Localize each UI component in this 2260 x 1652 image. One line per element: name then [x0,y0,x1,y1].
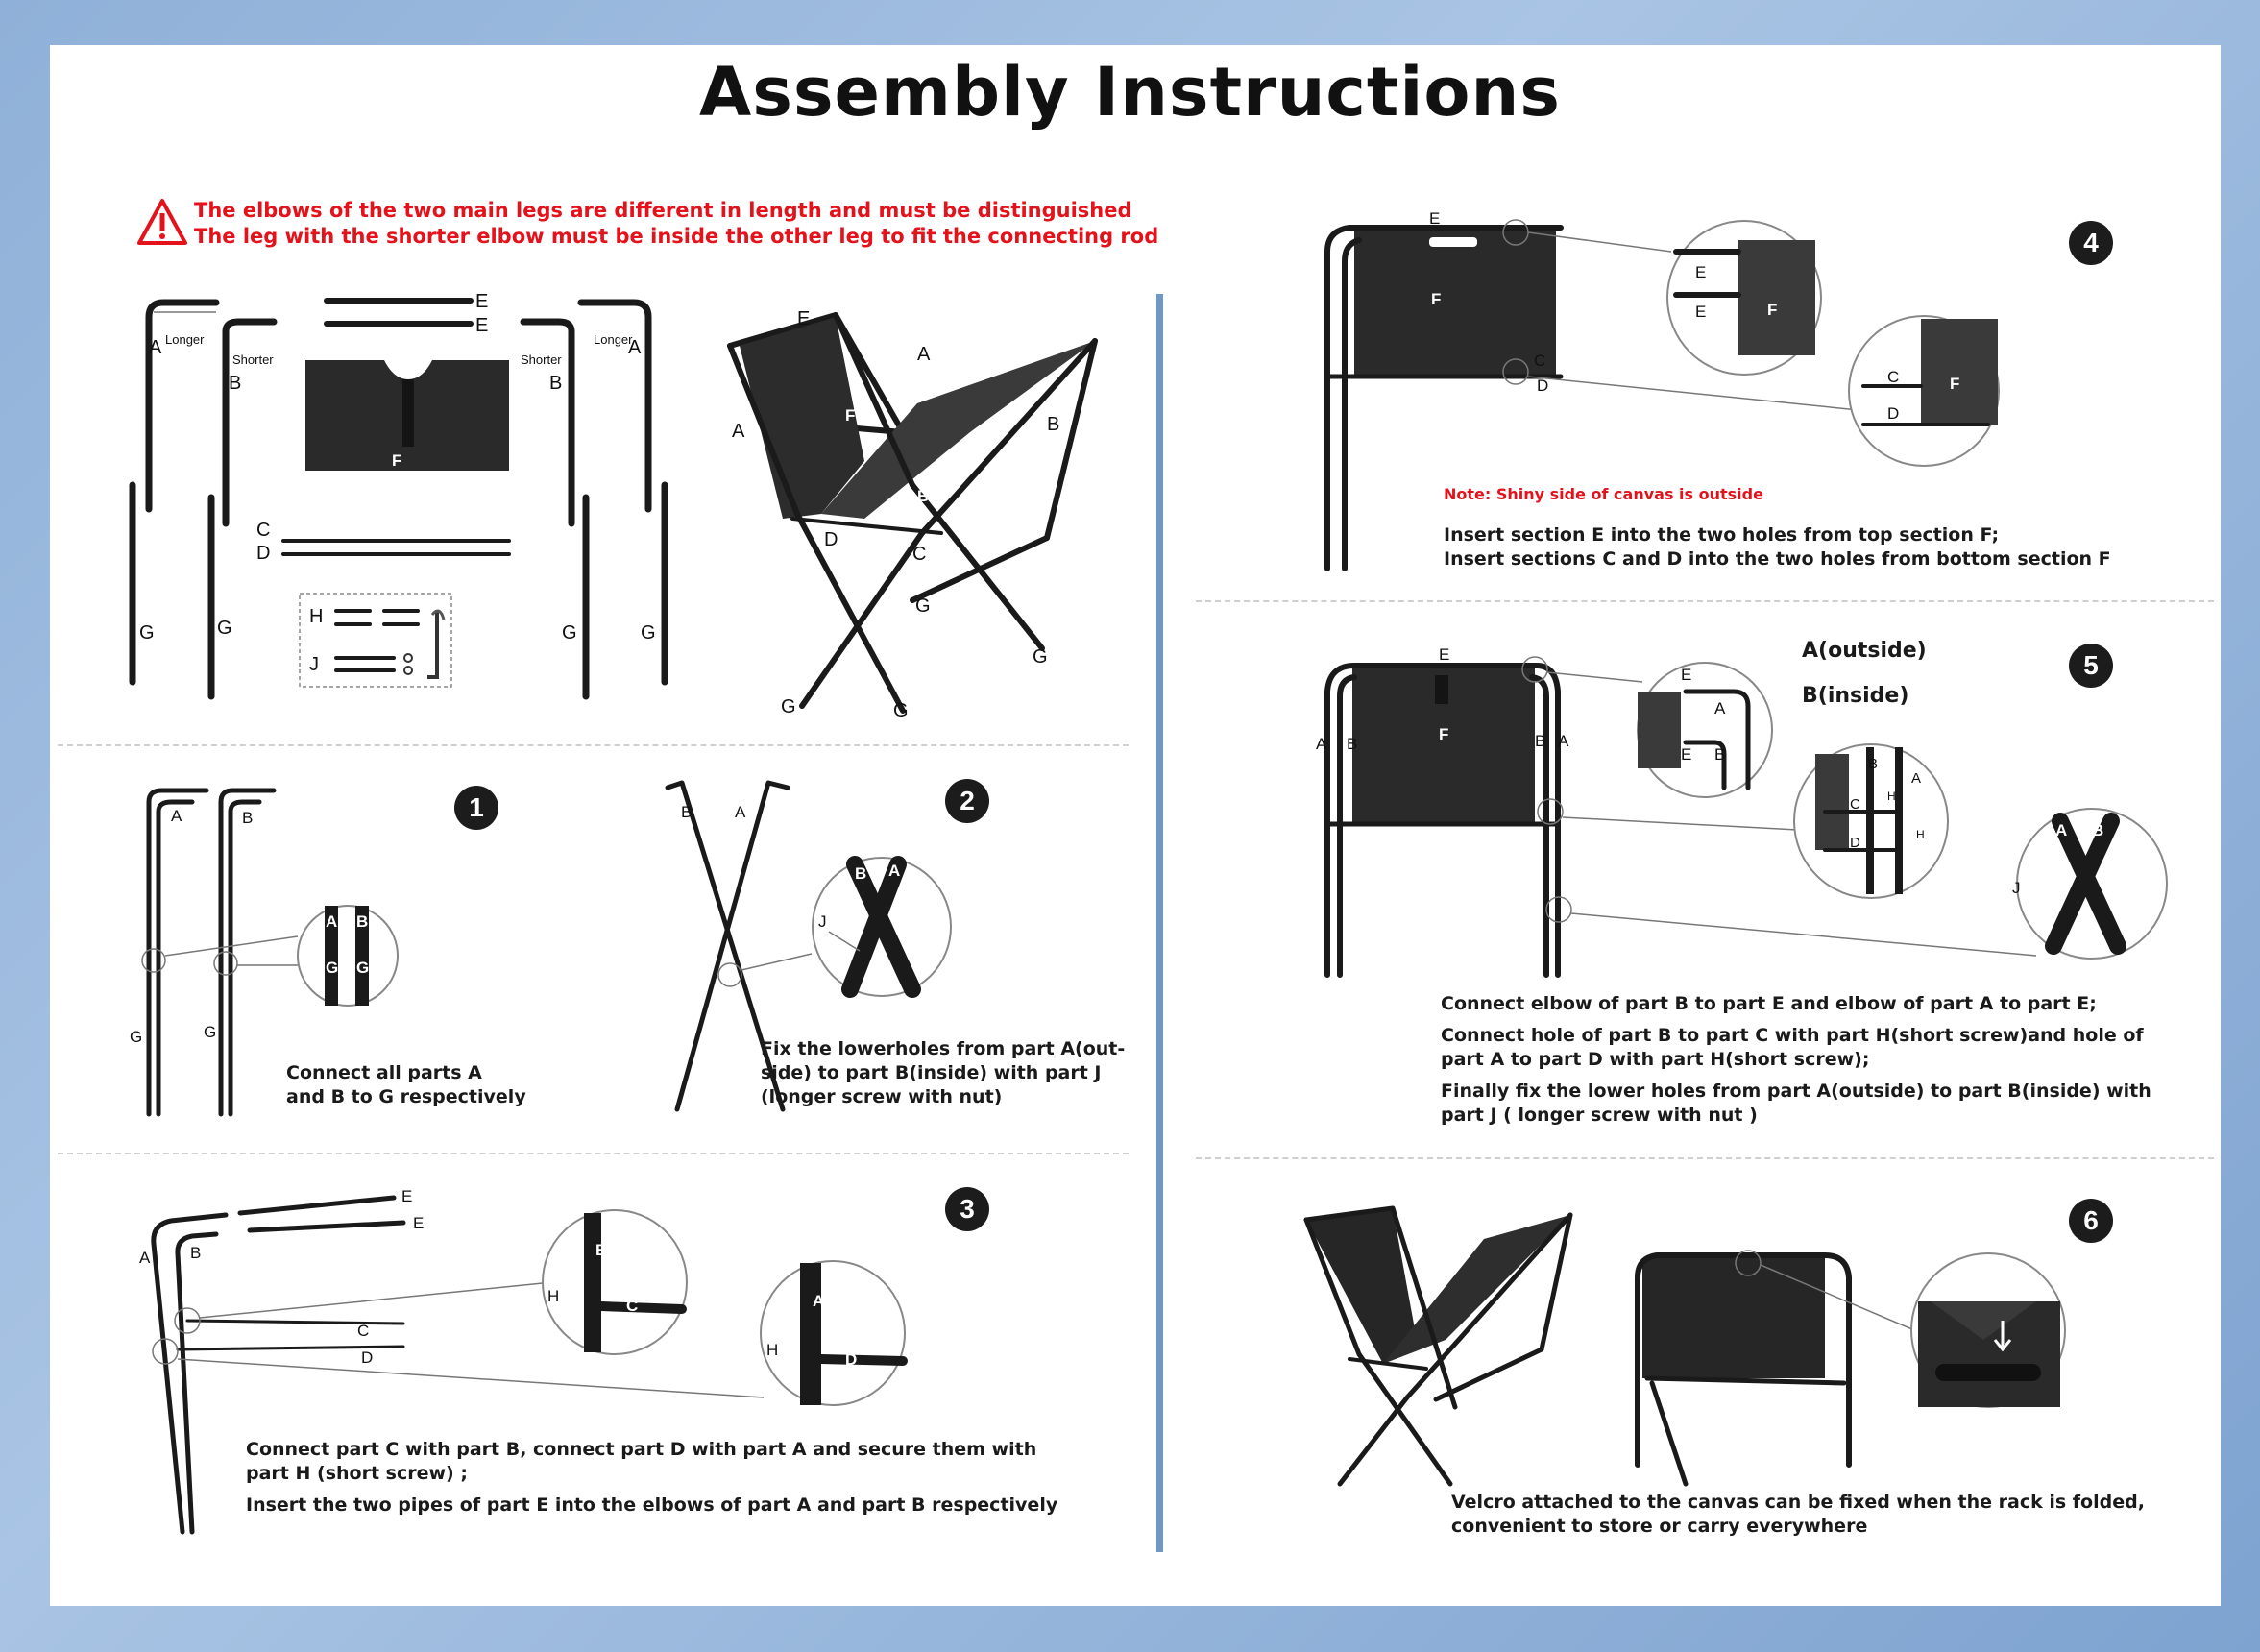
step-5-paragraph-2: Connect hole of part B to part C with part H(short screw)and hole of part A to part D with part H(short screw); [1441,1025,2144,1070]
step-3-paragraph-1: Connect part C with part B, connect part D with part A and secure them with part H (short screw) ; [246,1439,1037,1484]
step-4-zoom-f-2: F [1950,375,1960,393]
step-4-note: Note: Shiny side of canvas is outside [1444,485,1763,503]
step-5-label-e: E [1439,645,1450,664]
step-5-zoom-a-2: A [1911,770,1922,787]
label-b-right: B [549,373,563,394]
step-1-diagram [125,783,432,1109]
warning-text [194,198,1158,250]
label-d: D [256,543,271,564]
step-1-number: 1 [454,786,498,830]
rack-label-g-3: G [781,696,796,717]
step-1-label-g-2: G [204,1023,217,1041]
step-4-zoom-c: C [1887,368,1900,386]
step-1-zoom-g-2: G [356,959,370,977]
step-4-diagram [1316,209,2036,569]
separator-left-1 [58,744,1129,746]
label-c: C [256,520,271,541]
step-5-label-f: F [1439,725,1449,743]
step-5-label-a-2: A [1558,732,1569,750]
label-longer-left: Longer [165,332,205,347]
step-2-number: 2 [945,779,989,823]
step-5-zoom-d: D [1850,835,1860,851]
part-a-right [581,303,648,509]
step-5-zoom-e-1: E [1681,666,1692,684]
step-5-instructions [1441,992,2151,1135]
step-3-zoom-a: A [813,1292,825,1310]
step-1-zoom-b: B [356,912,369,931]
step-5-zoom-b-2: B [1868,756,1879,772]
rack-label-b-1: B [1047,414,1060,435]
step-3-paragraph-2: Insert the two pipes of part E into the elbows of part A and part B respectively [246,1494,1058,1516]
step-5-zoom-b: B [1714,745,1726,764]
label-g-1: G [139,622,155,644]
step-4-number: 4 [2069,221,2113,265]
step-3-zoom-c: C [626,1297,639,1315]
step-3-callout-2 [761,1261,905,1405]
part-a-left [149,303,216,509]
step-4-instructions: Insert section E into the two holes from top section F; Insert sections C and D into the two holes from bottom section F [1444,524,2111,570]
step-1-label-g-1: G [130,1028,143,1046]
rack-label-a-1: A [917,344,931,365]
label-e-1: E [475,291,489,312]
part-b-left [226,322,274,523]
step-6-diagram [1292,1196,2089,1494]
step-3-label-b: B [190,1244,202,1262]
label-h: H [309,606,324,627]
step-4-label-f: F [1431,290,1442,308]
rack-label-e: E [797,308,811,329]
step-3-label-a: A [139,1249,151,1267]
label-g-3: G [562,622,577,644]
label-shorter-right: Shorter [521,352,562,367]
part-b-right [521,322,571,523]
step-5-zoom-a: A [1714,699,1726,717]
step-2-label-b: B [681,803,693,821]
step-1-callout [298,906,398,1006]
label-g-4: G [641,622,656,644]
label-longer-right: Longer [594,332,633,347]
step-5-number: 5 [2069,644,2113,688]
label-g-2: G [217,618,232,639]
separator-right-2 [1196,1157,2214,1159]
separator-right-1 [1196,600,2214,602]
step-5-zoom-h-2: H [1916,828,1925,841]
assembled-rack-illustration [730,308,1095,721]
step-4-zoom-e-2: E [1695,303,1707,321]
step-3-callout-1 [543,1210,687,1354]
step-6-number: 6 [2069,1199,2113,1243]
step-5-label-b-1: B [1347,735,1358,753]
label-e-2: E [475,315,489,336]
step-3-instructions [246,1438,1057,1525]
rack-label-a-2: A [732,421,745,442]
warning-line-1: The elbows of the two main legs are different in length and must be distinguished [194,199,1132,222]
step-3-label-c: C [357,1322,370,1340]
step-5-inside-label: B(inside) [1802,684,1909,708]
step-3-zoom-d: D [845,1350,858,1369]
page-title: Assembly Instructions [699,53,1561,132]
label-f: F [392,451,402,470]
step-1-label-b: B [242,809,254,827]
step-4-label-e: E [1429,209,1441,228]
step-2-zoom-b: B [855,864,867,883]
label-j: J [309,654,319,675]
rack-label-d: D [824,529,838,550]
rack-label-c: C [912,544,927,565]
step-5-zoom-b-3: B [2092,821,2104,839]
velcro-side-illustration [1638,1251,1926,1484]
step-4-label-c: C [1534,352,1546,370]
rack-label-g-4: G [893,700,909,721]
step-5-zoom-c: C [1850,796,1860,813]
step-5-label-a-1: A [1316,735,1327,753]
step-4-zoom-d: D [1887,404,1900,423]
label-a-right: A [628,337,642,358]
warning-triangle-icon [136,198,188,246]
part-f-canvas [305,360,509,471]
step-5-outside-label: A(outside) [1802,639,1927,663]
step-5-zoom-j: J [2012,879,2021,897]
step-1-zoom-a: A [326,912,338,931]
warning-line-2: The leg with the shorter elbow must be inside the other leg to fit the connecting rod [194,225,1159,248]
parts-overview-diagram [106,288,1201,720]
rack-label-f: F [845,406,856,425]
folded-rack-illustration [1306,1208,1570,1484]
step-3-zoom-h-1: H [547,1287,560,1305]
step-6-instructions: Velcro attached to the canvas can be fixed when the rack is folded, convenient to store or carry everywhere [1451,1492,2145,1537]
label-a-left: A [149,337,162,358]
step-3-zoom-b: B [595,1241,608,1259]
step-5-diagram [1316,639,2161,994]
step-3-number: 3 [945,1187,989,1231]
step-1-zoom-g-1: G [326,959,339,977]
step-4-label-d: D [1537,377,1549,395]
step-2-zoom-a: A [888,862,901,880]
step-5-zoom-e-2: E [1681,745,1692,764]
step-1-instructions: Connect all parts A and B to G respectively [286,1062,526,1107]
step-2-instructions: Fix the lowerholes from part A(out- side) to part B(inside) with part J (longer screw with nut) [761,1038,1126,1107]
step-3-zoom-h-2: H [766,1341,779,1359]
step-3-label-d: D [361,1348,374,1367]
label-shorter-left: Shorter [232,352,274,367]
separator-left-2 [58,1153,1129,1154]
step-5-zoom-a-3: A [2055,821,2068,839]
step-4-zoom-f: F [1767,301,1778,319]
step-3-label-e-1: E [401,1187,413,1205]
rack-label-g-1: G [915,595,931,617]
step-3-label-e-2: E [413,1214,425,1232]
rack-label-b-2: B [917,487,930,505]
step-4-zoom-e-1: E [1695,263,1707,281]
step-5-paragraph-1: Connect elbow of part B to part E and elbow of part A to part E; [1441,993,2097,1014]
step-5-label-b-2: B [1535,732,1546,750]
step-2-label-a: A [735,803,746,821]
step-5-zoom-h-1: H [1887,790,1896,803]
hex-key-icon [427,610,437,677]
rack-label-g-2: G [1033,646,1048,668]
step-5-paragraph-3: Finally fix the lower holes from part A(outside) to part B(inside) with part J ( longer screw with nut ) [1441,1081,2151,1126]
step-1-label-a: A [171,807,182,825]
step-2-zoom-j: J [818,912,827,931]
label-b-left: B [229,373,242,394]
